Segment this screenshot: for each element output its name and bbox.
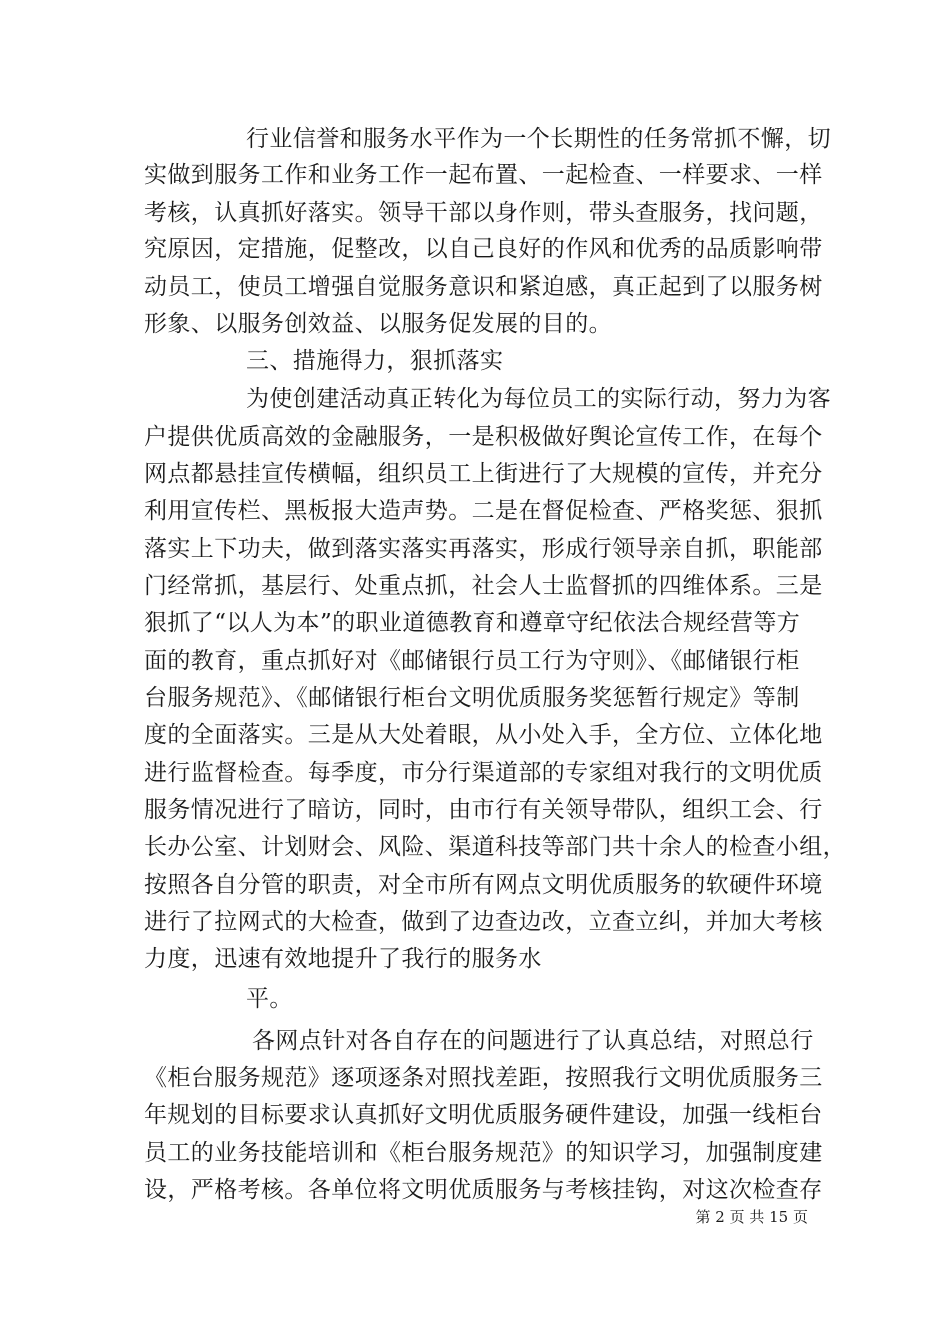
text-line: 落实上下功夫，做到落实落实再落实，形成行领导亲自抓，职能部 (144, 536, 823, 562)
text-line: 利用宣传栏、黑板报大造声势。二是在督促检查、严格奖惩、狠抓 (144, 498, 823, 524)
text-line: 形象、以服务创效益、以服务促发展的目的。 (144, 311, 612, 337)
text-line: 实做到服务工作和业务工作一起布置、一起检查、一样要求、一样 (144, 162, 823, 188)
text-line: 究原因，定措施，促整改，以自己良好的作风和优秀的品质影响带 (144, 236, 823, 262)
text-line: 进行了拉网式的大检查，做到了边查边改，立查立纠，并加大考核 (144, 909, 823, 935)
text-line: 服务情况进行了暗访，同时，由市行有关领导带队，组织工会、行 (144, 797, 823, 823)
text-line: 员工的业务技能培训和《柜台服务规范》的知识学习，加强制度建 (144, 1140, 823, 1166)
text-line: 平。 (246, 986, 293, 1012)
text-line: 年规划的目标要求认真抓好文明优质服务硬件建设，加强一线柜台 (144, 1102, 823, 1128)
text-line: 门经常抓，基层行、处重点抓，社会人士监督抓的四维体系。三是 (144, 573, 823, 599)
text-line: 三、措施得力，狠抓落实 (246, 348, 504, 374)
text-line: 度的全面落实。三是从大处着眼，从小处入手，全方位、立体化地 (144, 722, 823, 748)
text-line: 考核，认真抓好落实。领导干部以身作则，带头查服务，找问题， (144, 200, 823, 226)
text-line: 网点都悬挂宣传横幅，组织员工上街进行了大规模的宣传，并充分 (144, 461, 823, 487)
text-line: 面的教育，重点抓好对《邮储银行员工行为守则》、《邮储银行柜 (144, 648, 800, 674)
text-line: 台服务规范》、《邮储银行柜台文明优质服务奖惩暂行规定》等制 (144, 685, 800, 711)
text-line: 设，严格考核。各单位将文明优质服务与考核挂钩，对这次检查存 (144, 1177, 823, 1203)
text-line: 为使创建活动真正转化为每位员工的实际行动，努力为客 (246, 386, 831, 412)
text-line: 进行监督检查。每季度，市分行渠道部的专家组对我行的文明优质 (144, 760, 823, 786)
text-line: 各网点针对各自存在的问题进行了认真总结，对照总行 (252, 1028, 814, 1054)
text-line: 长办公室、计划财会、风险、渠道科技等部门共十余人的检查小组， (144, 834, 846, 860)
text-line: 动员工，使员工增强自觉服务意识和紧迫感，真正起到了以服务树 (144, 274, 823, 300)
text-line: 按照各自分管的职责，对全市所有网点文明优质服务的软硬件环境 (144, 872, 823, 898)
page-footer: 第 2 页 共 15 页 (695, 1208, 808, 1226)
text-line: 《柜台服务规范》逐项逐条对照找差距，按照我行文明优质服务三 (144, 1065, 823, 1091)
text-line: 户提供优质高效的金融服务，一是积极做好舆论宣传工作，在每个 (144, 424, 823, 450)
text-line: 行业信誉和服务水平作为一个长期性的任务常抓不懈，切 (246, 126, 831, 152)
text-line: 力度，迅速有效地提升了我行的服务水 (144, 946, 542, 972)
text-line: 狠抓了“以人为本”的职业道德教育和遵章守纪依法合规经营等方 (144, 610, 801, 636)
